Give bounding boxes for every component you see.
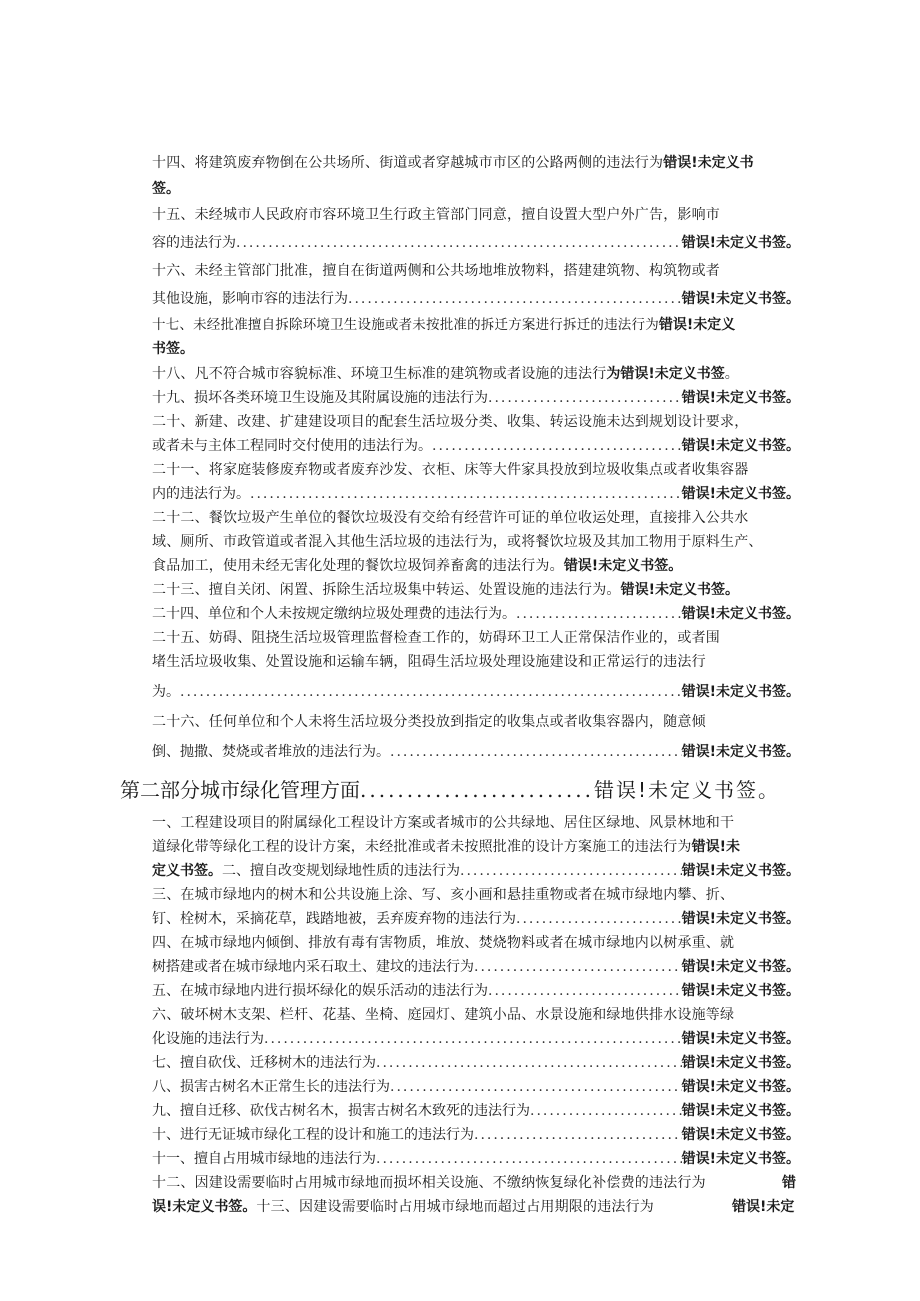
toc-green-13[interactable]: 误!未定义书签。十三、因建设需要临时占用城市绿地而超过占用期限的违法行为 错误!未定 <box>152 1199 795 1215</box>
leader-dots <box>530 1101 682 1121</box>
bookmark-error: 误!未定义书签。 <box>152 1199 257 1215</box>
bookmark-error: 错误!未定义书签。 <box>620 582 739 598</box>
toc-green-9[interactable]: 九、擅自迁移、砍伐古树名木，损害古树名木致死的违法行为 ..... 错误!未定义书签。 <box>152 1101 800 1121</box>
toc-entry-26[interactable]: 二十六、任何单位和个人未将生活垃圾分类投放到指定的收集点或者收集容器内，随意倾 <box>152 714 706 730</box>
leader-dots <box>432 436 682 456</box>
toc-entry-19[interactable]: 十九、损坏各类环境卫生设施及其附属设施的违法行为 ..... 错误!未定义书签。 <box>152 388 800 408</box>
toc-green-7[interactable]: 七、擅自砍伐、迁移树木的违法行为 ..... 错误!未定义书签。 <box>152 1053 800 1073</box>
bookmark-error: 错误!未定义书签。 <box>681 983 800 999</box>
toc-green-4-cont[interactable]: 树搭建或者在城市绿地内采石取土、建坟的违法行为 ..... 错误!未定义书签。 <box>152 957 800 977</box>
toc-green-8[interactable]: 八、损害古树名木正常生长的违法行为 ..... 错误!未定义书签。 <box>152 1077 800 1097</box>
leader-dots <box>376 1053 682 1073</box>
bookmark-error: 错 <box>782 1175 796 1191</box>
leader-dots <box>236 233 682 253</box>
bookmark-error: 错误!未定义书签。 <box>681 438 800 454</box>
leader-dots <box>460 861 682 881</box>
toc-entry-21-cont[interactable]: 内的违法行为。 ..... 错误!未定义书签。 <box>152 484 800 504</box>
toc-green-1[interactable]: 一、工程建设项目的附属绿化工程设计方案或者城市的公共绿地、居住区绿地、风景林地和干 <box>152 815 735 831</box>
bookmark-error: 错误!未定义书签。 <box>681 744 800 760</box>
toc-entry-14[interactable] <box>152 153 754 173</box>
toc-green-10[interactable]: 十、进行无证城市绿化工程的设计和施工的违法行为 ..... 错误!未定义书签。 <box>152 1125 800 1145</box>
bookmark-error: 错误!未定义书签。 <box>681 1127 800 1143</box>
leader-dots <box>390 742 682 762</box>
bookmark-error: 错误!未定义书签。 <box>563 558 683 574</box>
bookmark-error: 错误!未定义书签。 <box>681 911 800 927</box>
bookmark-error: 错误!未定义书签。 <box>681 390 800 406</box>
leader-dots <box>474 1125 682 1145</box>
bookmark-error: 错误!未定义书签。 <box>681 1103 800 1119</box>
section-heading[interactable] <box>120 776 780 804</box>
bookmark-error: 错误!未定义书 <box>663 155 754 171</box>
toc-entry-20-cont[interactable]: 或者未与主体工程同时交付使用的违法行为。 ..... 错误!未定义书签。 <box>152 436 800 456</box>
toc-entry-25-cont2[interactable]: 为。 ..... 错误!未定义书签。 <box>152 682 800 702</box>
bookmark-error: 错误!未定义书签。 <box>681 486 800 502</box>
bookmark-error: 错误!未定义书签。 <box>593 778 780 802</box>
bookmark-error: 错误!未定义书签。 <box>681 863 800 879</box>
bookmark-error: 错误!未定义书签。 <box>681 959 800 975</box>
leader-dots <box>264 1029 682 1049</box>
leader-dots <box>250 484 682 504</box>
toc-entry-18[interactable]: 十八、凡不符合城市容貌标准、环境卫生标准的建筑物或者设施的违法行为错误!未定义书签。 <box>152 366 739 382</box>
toc-entry-15-cont[interactable]: 容的违法行为 ..... 错误!未定义书签。 <box>152 233 800 253</box>
bookmark-error: 错误!未定 <box>732 1199 795 1215</box>
leader-dots <box>376 1149 682 1169</box>
toc-green-1-cont: 道绿化带等绿化工程的设计方案，未经批准或者未按照批准的设计方案施工的违法行为错误!未 <box>152 839 740 855</box>
toc-green-3-cont[interactable]: 钉、栓树木，采摘花草，践踏地被，丢弃废弃物的违法行为 ..... 错误!未定义书签。 <box>152 909 800 929</box>
bookmark-error: 定义书签。 <box>152 863 222 879</box>
leader-dots <box>474 957 682 977</box>
bookmark-error: 错误!未定义书签。 <box>681 1055 800 1071</box>
section-title: 第二部分城市绿化管理方面 <box>120 778 360 802</box>
toc-entry-20[interactable]: 二十、新建、改建、扩建建设项目的配套生活垃圾分类、收集、转运设施未达到规划设计要求， <box>152 414 749 430</box>
toc-entry-25-cont: 堵生活垃圾收集、处置设施和运输车辆，阻碍生活垃圾处理设施建设和正常运行的违法行 <box>152 654 706 670</box>
bookmark-error: 为错误!未定义书签 <box>606 366 725 382</box>
leader-dots <box>390 1077 682 1097</box>
toc-green-12[interactable]: 十二、因建设需要临时占用城市绿地而损坏相关设施、不缴纳恢复绿化补偿费的违法行为 错 <box>152 1175 796 1191</box>
toc-entry-26-cont[interactable]: 倒、抛撒、焚烧或者堆放的违法行为。 ..... 错误!未定义书签。 <box>152 742 800 762</box>
toc-entry-15[interactable]: 十五、未经城市人民政府市容环境卫生行政主管部门同意，擅自设置大型户外广告，影响市 <box>152 207 720 223</box>
leader-dots <box>488 388 682 408</box>
bookmark-error: 错误!未定义书签。 <box>681 1079 800 1095</box>
bookmark-error: 错误!未定义书签。 <box>681 1031 800 1047</box>
bookmark-error: 错误!未定义书签。 <box>681 606 800 622</box>
toc-entry-16[interactable]: 十六、未经主管部门批准，擅自在街道两侧和公共场地堆放物料，搭建建筑物、构筑物或者 <box>152 263 720 279</box>
bookmark-error: 错误!未定义 <box>658 317 736 333</box>
bookmark-error: 错误!未定义书签。 <box>681 291 800 307</box>
toc-entry-22-cont2: 食品加工，使用未经无害化处理的餐饮垃圾饲养畜禽的违法行为。错误!未定义书签。 <box>152 558 683 574</box>
leader-dots <box>516 909 682 929</box>
toc-entry-22[interactable]: 二十二、餐饮垃圾产生单位的餐饮垃圾没有交给有经营许可证的单位收运处理，直接排入公共水 <box>152 510 749 526</box>
toc-entry-17[interactable]: 十七、未经批准擅自拆除环境卫生设施或者未按批准的拆迁方案进行拆迁的违法行为错误!未定义 <box>152 317 736 333</box>
entry-text: 十四、将建筑废弃物倒在公共场所、街道或者穿越城市市区的公路两侧的违法行为 <box>152 155 664 171</box>
bookmark-error: 错误!未 <box>691 839 740 855</box>
toc-green-6[interactable]: 六、破坏树木支架、栏杆、花基、坐椅、庭园灯、建筑小品、水景设施和绿地供排水设施等绿 <box>152 1007 735 1023</box>
toc-entry-16-cont[interactable]: 其他设施，影响市容的违法行为 ..... 错误!未定义书签。 <box>152 289 800 309</box>
bookmark-error: 错误!未定义书签。 <box>681 1151 800 1167</box>
toc-entry-17-cont: 书签。 <box>152 341 194 357</box>
bookmark-error: 错误!未定义书签。 <box>681 235 800 251</box>
leader-dots <box>360 776 594 804</box>
toc-entry-14-cont: 签。 <box>152 181 180 197</box>
toc-green-6-cont[interactable]: 化设施的违法行为 ..... 错误!未定义书签。 <box>152 1029 800 1049</box>
toc-green-4[interactable]: 四、在城市绿地内倾倒、排放有毒有害物质，堆放、焚烧物料或者在城市绿地内以树承重、就 <box>152 935 735 951</box>
toc-entry-22-cont: 域、厕所、市政管道或者混入其他生活垃圾的违法行为，或将餐饮垃圾及其加工物用于原料生产、 <box>152 534 763 550</box>
toc-green-5[interactable]: 五、在城市绿地内进行损坏绿化的娱乐活动的违法行为 ..... 错误!未定义书签。 <box>152 981 800 1001</box>
toc-green-2[interactable]: 定义书签。二、擅自改变规划绿地性质的违法行为 ..... 错误!未定义书签。 <box>152 861 800 881</box>
toc-entry-21[interactable]: 二十一、将家庭装修废弃物或者废弃沙发、衣柜、床等大件家具投放到垃圾收集点或者收集容器 <box>152 462 749 478</box>
leader-dots <box>516 604 682 624</box>
toc-entry-24[interactable]: 二十四、单位和个人未按规定缴纳垃圾处理费的违法行为。 ..... 错误!未定义书签。 <box>152 604 800 624</box>
leader-dots <box>180 682 682 702</box>
toc-green-11[interactable]: 十一、擅自占用城市绿地的违法行为 ..... 错误!未定义书签。 <box>152 1149 800 1169</box>
leader-dots <box>348 289 682 309</box>
toc-entry-25[interactable]: 二十五、妨碍、阻挠生活垃圾管理监督检查工作的，妨碍环卫工人正常保洁作业的，或者围 <box>152 630 720 646</box>
bookmark-error: 错误!未定义书签。 <box>681 684 800 700</box>
leader-dots <box>488 981 682 1001</box>
toc-entry-23[interactable]: 二十三、擅自关闭、闲置、拆除生活垃圾集中转运、处置设施的违法行为。错误!未定义书签。 <box>152 582 739 598</box>
toc-green-3[interactable]: 三、在城市绿地内的树木和公共设施上涂、写、亥小画和悬挂重物或者在城市绿地内攀、折、 <box>152 887 735 903</box>
